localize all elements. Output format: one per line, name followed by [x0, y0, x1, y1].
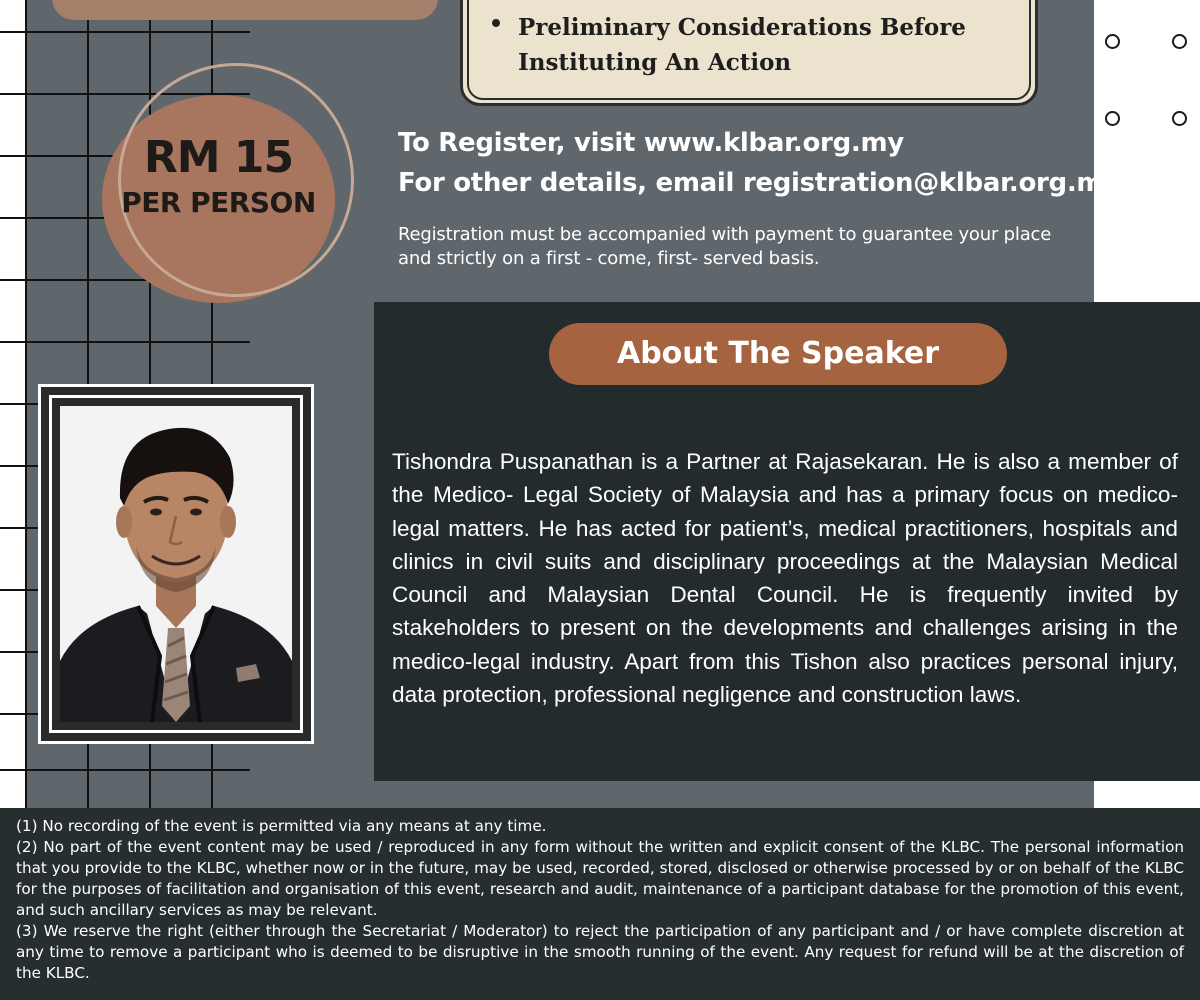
terms-text [16, 816, 1184, 984]
register-link-text[interactable]: To Register, visit www.klbar.org.my [398, 128, 904, 158]
term-item-2: (2) No part of the event content may be used / reproduced in any form without the written and explicit consent of the KLBC. The personal information that you provide to the KLBC, whether now or in the future, may be used, recorded, stored, disclosed or otherwise processed by or on behalf of the KLBC for the purposes of facilitation and organisation of this event, research and audit, maintenance of a participant database for the promotion of this event, and such ancillary services as may be relevant. [16, 838, 1184, 919]
speaker-heading: About The Speaker [616, 336, 940, 371]
term-item-3: (3) We reserve the right (either through the Secretariat / Moderator) to reject the participation of any participant and / or have complete discretion at any time to remove a participant who is deemed to be disruptive in the smooth running of the event. Any request for refund will be at the discretion of the KLBC. [16, 922, 1184, 982]
register-email-text[interactable]: For other details, email registration@klbar.org.my [398, 168, 1120, 198]
bullet-icon [492, 19, 500, 27]
agenda-bullet-text: Preliminary Considerations Before Instituting An Action [518, 14, 966, 76]
registration-note: Registration must be accompanied with payment to guarantee your place and strictly on a first - come, first- served basis. [398, 224, 1052, 269]
price-unit: PER PERSON [121, 186, 316, 219]
circle-icon [1172, 34, 1187, 49]
speaker-photo [60, 406, 292, 722]
speaker-bio: Tishondra Puspanathan is a Partner at Rajasekaran. He is also a member of the Medico- Legal Society of Malaysia and has a primary focus on medico-legal matters. He has acted for patient’s, medical practitioners, hospitals and clinics in civil suits and disciplinary proceedings at the Malaysian Medical Council and Malaysian Dental Council. He is frequently invited by stakeholders to present on the developments and challenges arising in the medico-legal industry. Apart from this Tishon also practices personal injury, data protection, professional negligence and construction laws. [392, 449, 1178, 708]
term-item-1: (1) No recording of the event is permitted via any means at any time. [16, 817, 547, 835]
circle-icon [1105, 34, 1120, 49]
circle-icon [1105, 111, 1120, 126]
circles-decoration [1100, 30, 1200, 130]
header-pill-decoration [52, 0, 438, 20]
price-amount: RM 15 [143, 132, 294, 183]
speaker-portrait-icon [60, 406, 292, 722]
circle-icon [1172, 111, 1187, 126]
